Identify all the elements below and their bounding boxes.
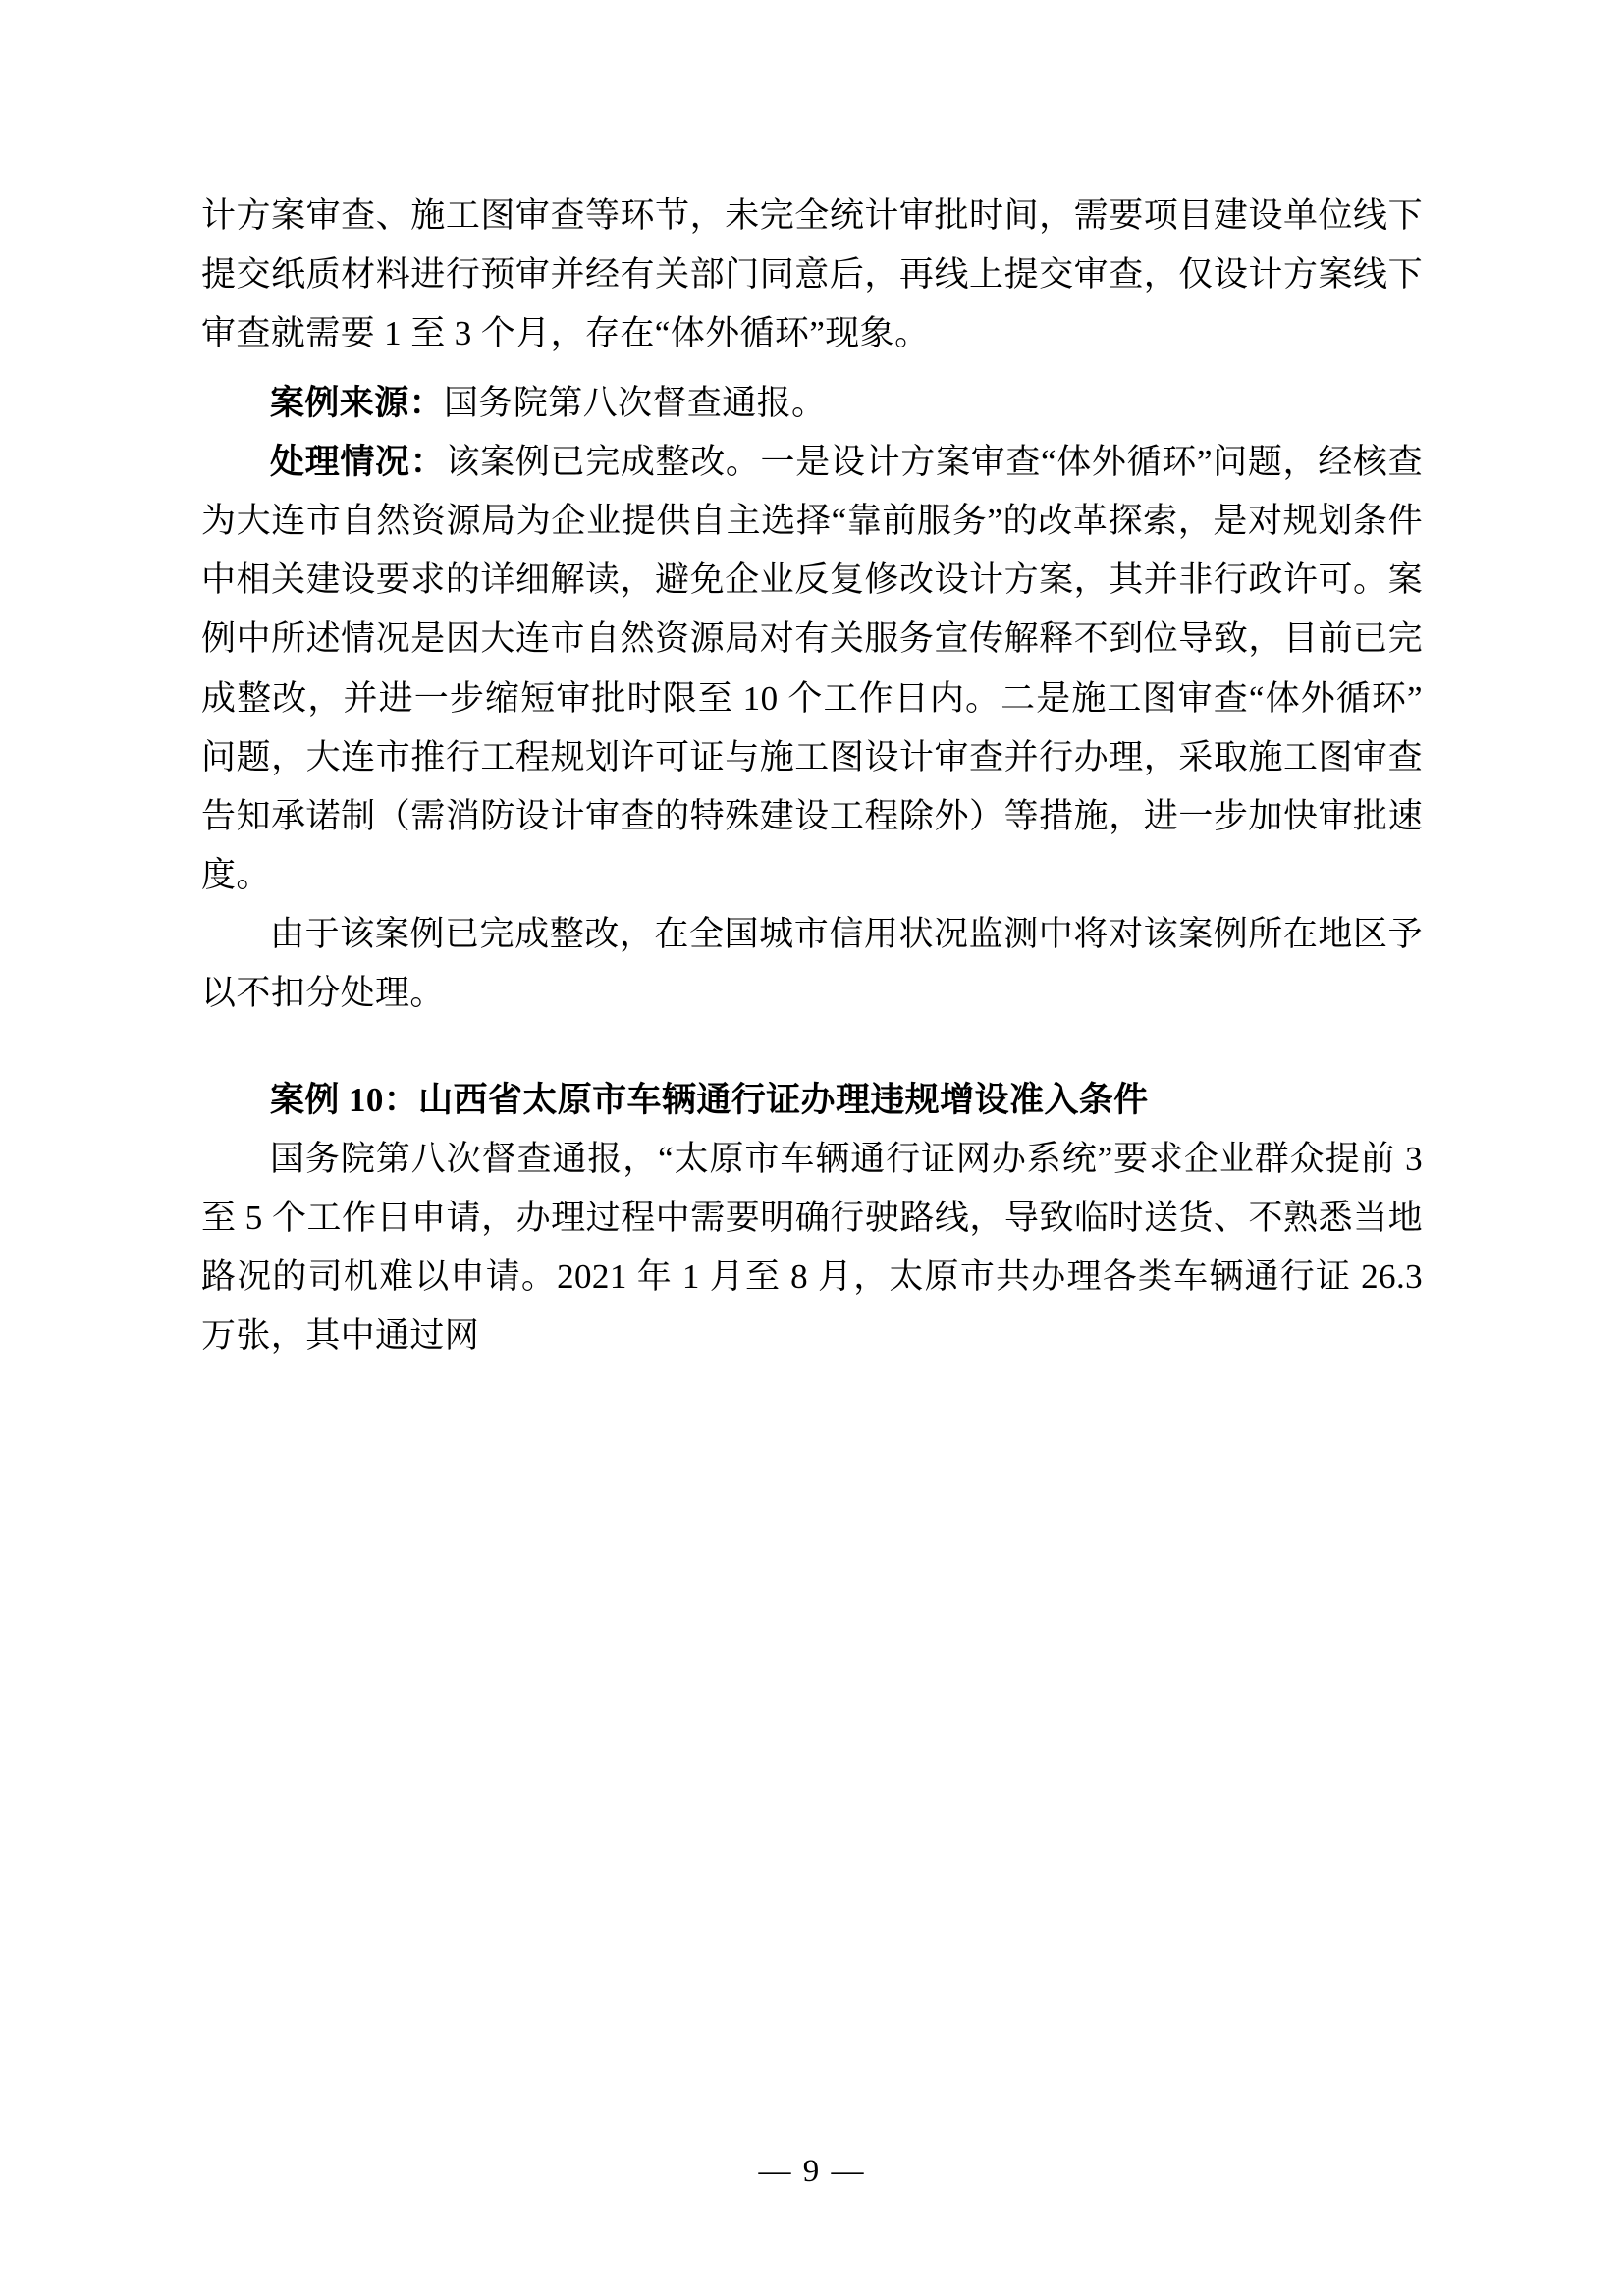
- paragraph-handling: [201, 433, 1423, 906]
- case-source-text: 国务院第八次督查通报。: [444, 383, 827, 422]
- paragraph-conclusion: 由于该案例已完成整改，在全国城市信用状况监测中将对该案例所在地区予以不扣分处理。: [201, 915, 1423, 1013]
- paragraph-case-source: [201, 374, 1423, 433]
- section-spacer: [201, 1024, 1423, 1071]
- page-number: — 9 —: [758, 2154, 866, 2189]
- handling-text: 该案例已完成整改。一是设计方案审查“体外循环”问题，经核查为大连市自然资源局为企业提供自主选择“靠前服务”的改革探索，是对规划条件中相关建设要求的详细解读，避免企业反复修改设计方案，其并非行政许可。案例中所述情况是因大连市自然资源局对有关服务宣传解释不到位导致，目前已完成整改，并进一步缩短审批时限至 10 个工作日内。二是施工图审查“体外循环”问题，大连市推行工程规划许可证与施工图设计审查并行办理，采取施工图审查告知承诺制（需消防设计审查的特殊建设工程除外）等措施，进一步加快审批速度。: [201, 442, 1423, 895]
- case-10-heading: 案例 10：山西省太原市车辆通行证办理违规增设准入条件: [270, 1080, 1149, 1119]
- spacer: [201, 364, 1423, 374]
- handling-label: 处理情况：: [270, 442, 446, 481]
- paragraph-case-10-body: 国务院第八次督查通报，“太原市车辆通行证网办系统”要求企业群众提前 3 至 5 个工作日申请，办理过程中需要明确行驶路线，导致临时送货、不熟悉当地路况的司机难以申请。2021 年 1 月至 8 月，太原市共办理各类车辆通行证 26.3 万张，其中通过网: [201, 1139, 1423, 1356]
- case-source-label: 案例来源：: [270, 383, 445, 422]
- paragraph-continued: 计方案审查、施工图审查等环节，未完全统计审批时间，需要项目建设单位线下提交纸质材料进行预审并经有关部门同意后，再线上提交审查，仅设计方案线下审查就需要 1 至 3 个月，存在“体外循环”现象。: [201, 196, 1423, 353]
